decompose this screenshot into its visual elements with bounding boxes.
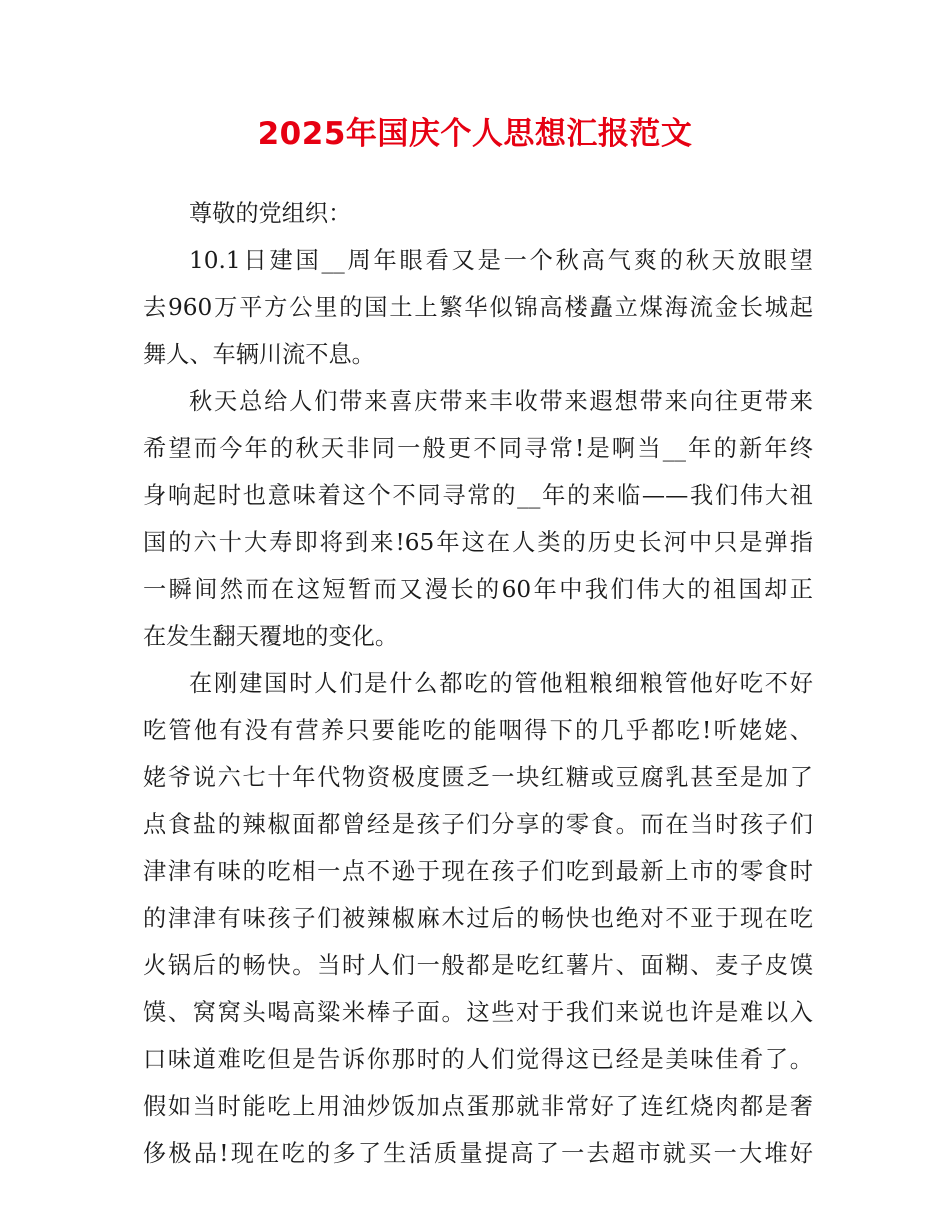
- paragraph-line: 一瞬间然而在这短暂而又漫长的60年中我们伟大的祖国却正: [143, 576, 813, 603]
- paragraph-line: 去960万平方公里的国土上繁华似锦高楼矗立煤海流金长城起: [143, 294, 813, 321]
- paragraph-line: 姥爷说六七十年代物资极度匮乏一块红糖或豆腐乳甚至是加了: [143, 764, 813, 791]
- paragraph-line: 假如当时能吃上用油炒饭加点蛋那就非常好了连红烧肉都是奢: [143, 1093, 813, 1120]
- document-body: [143, 190, 813, 1177]
- paragraph-line: 吃管他有没有营养只要能吃的能咽得下的几乎都吃!听姥姥、: [143, 717, 813, 744]
- paragraph-line: 点食盐的辣椒面都曾经是孩子们分享的零食。而在当时孩子们: [143, 811, 813, 838]
- paragraph-line: 国的六十大寿即将到来!65年这在人类的历史长河中只是弹指: [143, 529, 813, 556]
- paragraph-line: 侈极品!现在吃的多了生活质量提高了一去超市就买一大堆好: [143, 1140, 813, 1167]
- paragraph-line: 秋天总给人们带来喜庆带来丰收带来遐想带来向往更带来: [189, 388, 813, 415]
- paragraph-line: 火锅后的畅快。当时人们一般都是吃红薯片、面糊、麦子皮馍: [143, 952, 813, 979]
- paragraph-line: 津津有味的吃相一点不逊于现在孩子们吃到最新上市的零食时: [143, 858, 813, 885]
- paragraph-line: 在刚建国时人们是什么都吃的管他粗粮细粮管他好吃不好: [189, 670, 813, 697]
- paragraph-line: 在发生翻天覆地的变化。: [143, 623, 399, 650]
- paragraph-line: 希望而今年的秋天非同一般更不同寻常!是啊当__年的新年终: [143, 435, 813, 462]
- salutation: 尊敬的党组织：: [189, 200, 352, 227]
- paragraph-line: 身响起时也意味着这个不同寻常的__年的来临——我们伟大祖: [143, 482, 813, 509]
- paragraph-line: 舞人、车辆川流不息。: [143, 341, 375, 368]
- paragraph-line: 口味道难吃但是告诉你那时的人们觉得这已经是美味佳肴了。: [143, 1046, 813, 1073]
- document-title: 2025年国庆个人思想汇报范文: [257, 116, 693, 152]
- paragraph-line: 10.1日建国__周年眼看又是一个秋高气爽的秋天放眼望: [189, 247, 813, 274]
- paragraph-line: 馍、窝窝头喝高粱米棒子面。这些对于我们来说也许是难以入: [143, 999, 813, 1026]
- paragraph-line: 的津津有味孩子们被辣椒麻木过后的畅快也绝对不亚于现在吃: [143, 905, 813, 932]
